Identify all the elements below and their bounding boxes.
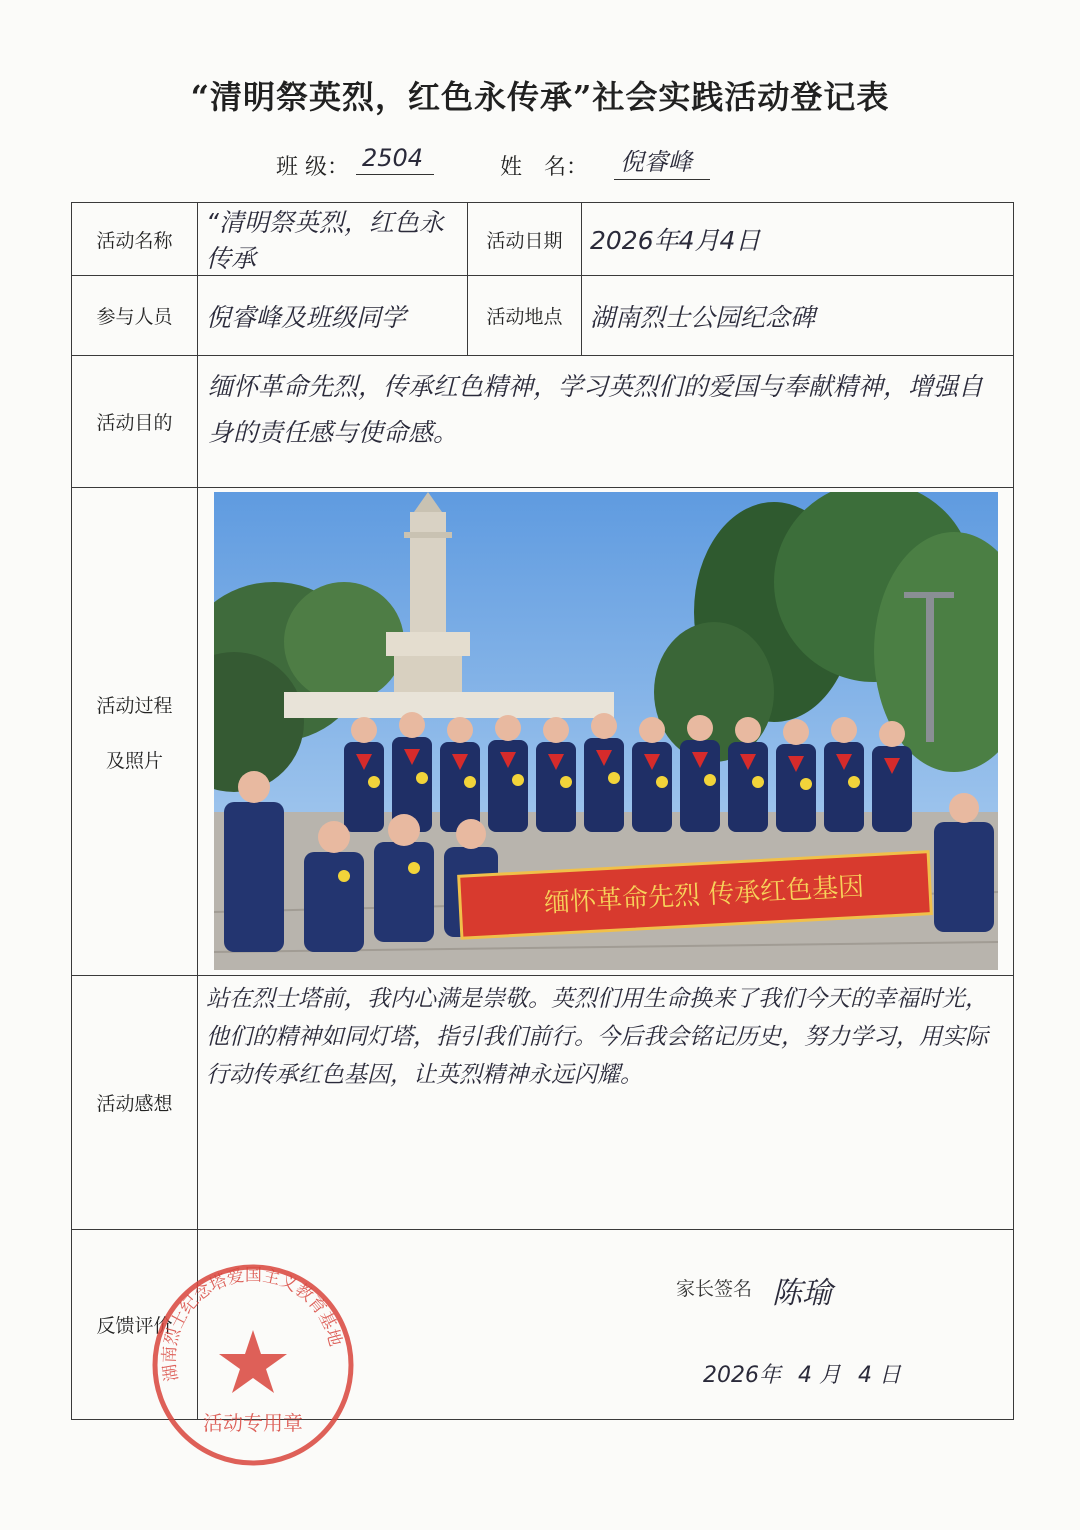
parent-sign-value: 陈瑜 — [772, 1276, 832, 1311]
activity-name-value: “清明祭英烈，红色永传承 — [198, 203, 468, 276]
official-seal — [148, 1260, 358, 1470]
activity-date-label: 活动日期 — [468, 203, 582, 276]
class-label: 班 级： — [276, 155, 349, 180]
row-participants — [72, 276, 1014, 356]
feedback-label: 反馈评价 — [72, 1230, 198, 1420]
row-thoughts — [72, 976, 1014, 1230]
sign-date-month: 4 月 — [798, 1363, 841, 1388]
feedback-cell — [159, 1230, 1014, 1435]
seal-center-text: 活动专用章 — [203, 1411, 303, 1435]
sign-date-day: 4 日 — [858, 1363, 901, 1388]
thoughts-label: 活动感想 — [72, 976, 198, 1230]
photo-banner-text: 缅怀革命先烈 传承红色基因 — [543, 872, 865, 919]
row-feedback — [72, 1230, 1014, 1420]
process-label — [72, 488, 198, 976]
name-label: 姓 名： — [500, 155, 589, 180]
seal-star-icon — [219, 1330, 287, 1393]
purpose-label: 活动目的 — [72, 356, 198, 488]
process-label-line-1: 活动过程 — [96, 694, 173, 717]
class-value: 2504 — [356, 144, 434, 175]
row-process — [72, 488, 1014, 976]
photo-cell — [198, 488, 1014, 976]
participants-value: 倪睿峰及班级同学 — [198, 276, 468, 356]
location-value: 湖南烈士公园纪念碑 — [582, 276, 1014, 356]
form-title: “清明祭英烈，红色永传承”社会实践活动登记表 — [190, 78, 890, 116]
location-label: 活动地点 — [468, 276, 582, 356]
sign-date — [703, 1358, 911, 1389]
process-label-line-2: 及照片 — [105, 749, 163, 772]
activity-date-value: 2026年4月4日 — [582, 203, 1014, 276]
activity-photo — [214, 492, 998, 970]
thoughts-value: 站在烈士塔前，我内心满是崇敬。英烈们用生命换来了我们今天的幸福时光，他们的精神如同灯塔，指引我们前行。今后我会铭记历史，努力学习，用实际行动传承红色基因，让英烈精神永远闪耀。 — [198, 976, 1014, 1230]
name-value: 倪睿峰 — [614, 142, 710, 180]
activity-name-label: 活动名称 — [72, 203, 198, 276]
seal-ring-text: 湖南烈士纪念塔爱国主义教育基地 — [159, 1265, 346, 1383]
student-info-row — [0, 142, 1080, 182]
purpose-value: 缅怀革命先烈，传承红色精神，学习英烈们的爱国与奉献精神，增强自身的责任感与使命感。 — [198, 356, 1014, 488]
parent-sign-label: 家长签名 — [676, 1278, 753, 1300]
row-activity-name — [72, 203, 1014, 276]
row-purpose — [72, 356, 1014, 488]
participants-label: 参与人员 — [72, 276, 198, 356]
sign-date-year: 2026年 — [703, 1363, 781, 1388]
group-photo-illustration — [214, 492, 998, 970]
registration-table — [71, 202, 1014, 1435]
